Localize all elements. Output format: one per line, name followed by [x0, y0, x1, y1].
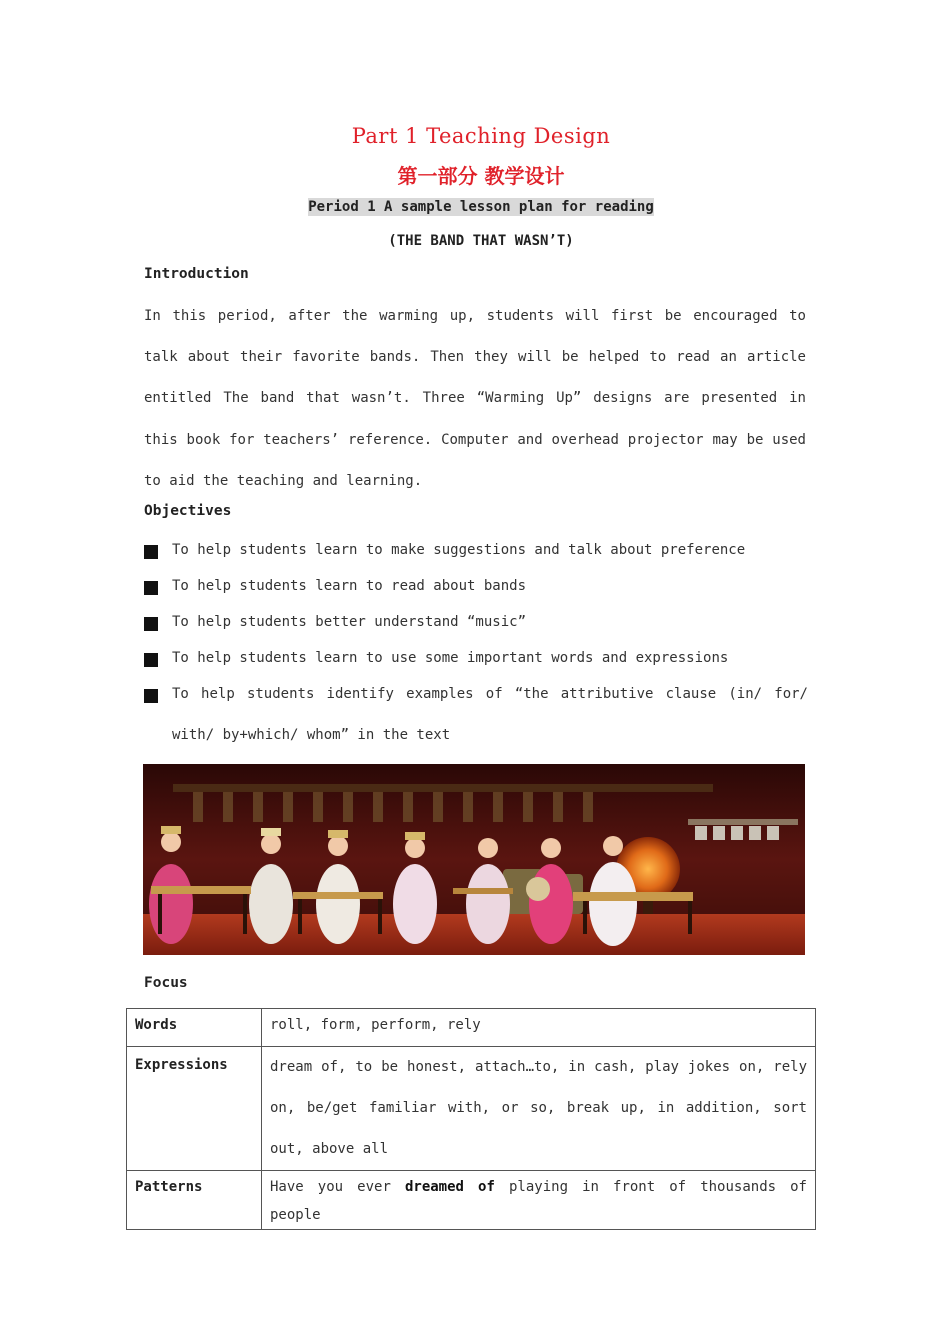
- objective-text: To help students learn to read about bands: [172, 578, 527, 594]
- lesson-subtitle: (THE BAND THAT WASN’T): [388, 233, 574, 249]
- objective-text: To help students learn to make suggestions and talk about preference: [172, 542, 746, 558]
- row-label: Words: [127, 1009, 262, 1047]
- row-content: roll, form, perform, rely: [262, 1009, 816, 1047]
- square-bullet-icon: [144, 617, 158, 631]
- row-content: [262, 1171, 816, 1230]
- square-bullet-icon: [144, 581, 158, 595]
- period-title: [0, 199, 950, 215]
- band-performance-photo: [143, 764, 805, 955]
- pattern-text-bold: dreamed of: [404, 1179, 495, 1195]
- row-label: Patterns: [127, 1171, 262, 1230]
- objective-text: To help students better understand “music”: [172, 614, 527, 630]
- objective-text: To help students learn to use some important words and expressions: [172, 650, 729, 666]
- introduction-text: In this period, after the warming up, students will first be encouraged to talk about their favorite bands. Then they will be helped to read an article entitled The band that wasn’t. Three “Warming Up” designs are presented in this book for teachers’ reference. Computer and overhead projector may be used to aid the teaching and learning.: [144, 308, 806, 489]
- square-bullet-icon: [144, 689, 158, 703]
- table-row: [127, 1009, 816, 1047]
- pattern-text-post: playing in front of thousands of people: [270, 1179, 807, 1223]
- focus-table: [126, 1008, 816, 1230]
- square-bullet-icon: [144, 653, 158, 667]
- title-chinese: 第一部分 教学设计: [397, 164, 565, 188]
- title-english: Part 1 Teaching Design: [351, 124, 611, 148]
- pattern-text-pre: Have you ever: [270, 1179, 405, 1195]
- period-title-text: Period 1 A sample lesson plan for reading: [308, 199, 654, 215]
- row-label: Expressions: [127, 1047, 262, 1171]
- introduction-heading: Introduction: [144, 266, 249, 282]
- objective-text: To help students identify examples of “the attributive clause (in/ for/ with/ by+which/ whom” in the text: [172, 686, 808, 743]
- row-content: dream of, to be honest, attach…to, in cash, play jokes on, rely on, be/get familiar with, or so, break up, in addition, sort out, above all: [262, 1047, 816, 1171]
- table-row: [127, 1171, 816, 1230]
- square-bullet-icon: [144, 545, 158, 559]
- table-row: [127, 1047, 816, 1171]
- objectives-heading: Objectives: [144, 503, 232, 519]
- focus-heading: Focus: [144, 975, 188, 991]
